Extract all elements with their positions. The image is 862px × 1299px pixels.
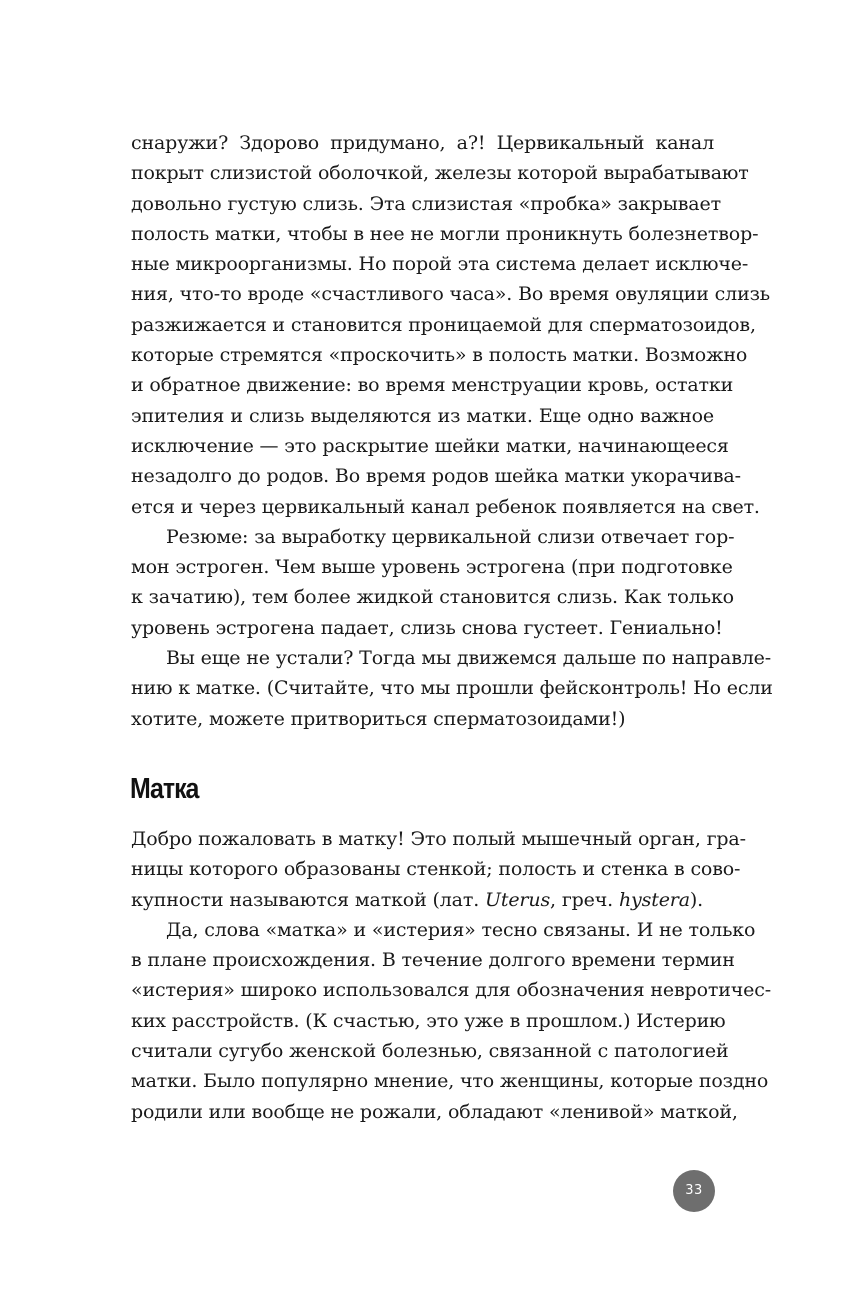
text-line: ные микроорганизмы. Но порой эта система делает исключе- xyxy=(131,253,749,276)
text-line: в плане происхождения. В течение долгого времени термин xyxy=(131,949,735,972)
text-line: незадолго до родов. Во время родов шейка матки укорачива- xyxy=(131,465,741,488)
section-heading: Матка xyxy=(130,773,199,805)
page-number-badge: 33 xyxy=(673,1170,715,1212)
text-line: полость матки, чтобы в нее не могли проникнуть болезнетвор- xyxy=(131,222,759,245)
text-line: ких расстройств. (К счастью, это уже в прошлом.) Истерию xyxy=(131,1009,726,1032)
text-line: Добро пожаловать в матку! Это полый мышечный орган, гра- xyxy=(131,828,746,850)
text-line: уровень эстрогена падает, слизь снова густеет. Гениально! xyxy=(131,616,723,639)
text-fragment: ). xyxy=(689,888,704,911)
text-block-bottom xyxy=(131,824,772,1127)
text-line: матки. Было популярно мнение, что женщины, которые поздно xyxy=(131,1070,769,1093)
text-line: к зачатию), тем более жидкой становится слизь. Как только xyxy=(131,586,734,609)
text-line: нию к матке. (Считайте, что мы прошли фейсконтроль! Но если xyxy=(131,677,773,700)
text-line: Резюме: за выработку цервикальной слизи отвечает гор- xyxy=(166,525,735,548)
text-line: ется и через цервикальный канал ребенок появляется на свет. xyxy=(131,495,760,518)
text-line-with-terms xyxy=(131,885,714,915)
text-line: ницы которого образованы стенкой; полость и стенка в сово- xyxy=(131,858,741,881)
text-line: хотите, можете притвориться сперматозоидами!) xyxy=(131,707,626,730)
text-line: «истерия» широко использовался для обозначения невротичес- xyxy=(131,979,772,1002)
text-line: мон эстроген. Чем выше уровень эстрогена (при подготовке xyxy=(131,556,733,579)
text-line: которые стремятся «проскочить» в полость матки. Возможно xyxy=(131,344,748,367)
text-line: довольно густую слизь. Эта слизистая «пробка» закрывает xyxy=(131,192,721,215)
latin-term: Uterus xyxy=(484,888,551,911)
text-line: Вы еще не устали? Тогда мы движемся дальше по направле- xyxy=(166,647,772,670)
text-fragment: купности называются маткой (лат. xyxy=(131,888,485,911)
text-line: Да, слова «матка» и «истерия» тесно связаны. И не только xyxy=(166,918,756,941)
text-line: родили или вообще не рожали, обладают «ленивой» маткой, xyxy=(131,1100,738,1123)
text-fragment: , греч. xyxy=(550,888,619,911)
text-line: снаружи? Здорово придумано, а?! Цервикальный канал xyxy=(131,132,714,154)
text-line: эпителия и слизь выделяются из матки. Еще одно важное xyxy=(131,404,714,427)
greek-term: hystera xyxy=(618,888,690,911)
text-line: и обратное движение: во время менструации кровь, остатки xyxy=(131,374,734,397)
text-line: покрыт слизистой оболочкой, железы которой вырабатывают xyxy=(131,162,749,185)
text-line: разжижается и становится проницаемой для сперматозоидов, xyxy=(131,313,756,336)
text-line: ния, что-то вроде «счастливого часа». Во время овуляции слизь xyxy=(131,283,771,306)
text-block-top xyxy=(131,128,773,734)
text-line: исключение — это раскрытие шейки матки, начинающееся xyxy=(131,434,729,457)
text-line: считали сугубо женской болезнью, связанной с патологией xyxy=(131,1040,729,1063)
